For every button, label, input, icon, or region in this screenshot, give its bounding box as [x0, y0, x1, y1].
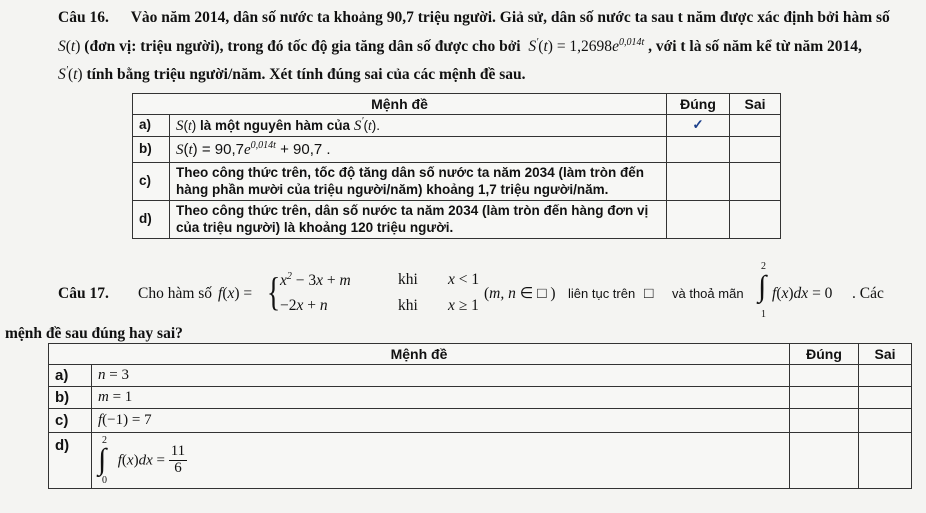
q16-S-of-t: S [58, 38, 66, 56]
row-statement: m = 1 [92, 387, 790, 409]
q16-line3: S′(t) tính bằng triệu người/năm. Xét tính đúng sai của các mệnh đề sau. [58, 65, 526, 84]
q17-header-false: Sai [859, 344, 912, 365]
answer-false-cell[interactable] [859, 387, 912, 409]
q17-line2-text: mệnh đề sau đúng hay sai? [5, 325, 183, 342]
q16-line2-b: , với t là số năm kể từ năm 2014, [648, 38, 862, 56]
q17-satisfies: và thoả mãn [672, 286, 744, 301]
table-row [133, 201, 781, 239]
answer-false-cell[interactable] [859, 433, 912, 489]
q17-header-true: Đúng [790, 344, 859, 365]
row-statement: f(−1) = 7 [92, 409, 790, 433]
table-row [49, 387, 912, 409]
row-statement: Theo công thức trên, tốc độ tăng dân số nước ta năm 2034 (làm tròn đến hàng phần mười của triệu người/năm) khoảng 1,7 triệu người/năm. [170, 163, 667, 201]
q16-line2: S(t) (đơn vị: triệu người), trong đó tốc độ gia tăng dân số được cho bởi $S'(t) = 1,2698e^{0,014t}$ , với t là số năm kể từ năm 2014, [58, 37, 862, 56]
q17-header-statement: Mệnh đề [49, 344, 790, 365]
table-row [49, 409, 912, 433]
q17-line2 [5, 324, 183, 344]
q16-table [132, 93, 781, 239]
q17-khi-1: khi [398, 271, 418, 288]
row-statement: n = 3 [92, 365, 790, 387]
answer-false-cell[interactable] [730, 137, 781, 163]
answer-false-cell[interactable] [730, 163, 781, 201]
q16-header-true: Đúng [667, 94, 730, 115]
q16-line1 [58, 8, 890, 28]
q16-number: Câu 16. [58, 9, 109, 26]
answer-false-cell[interactable] [859, 365, 912, 387]
row-statement: S(t) là một nguyên hàm của S′(t). [170, 115, 667, 137]
table-row [49, 433, 912, 489]
row-label: a) [133, 115, 170, 137]
answer-true-cell[interactable] [790, 387, 859, 409]
q17-intro: Cho hàm số [138, 285, 213, 302]
q17-tail: . Các [852, 285, 884, 302]
answer-false-cell[interactable] [730, 201, 781, 239]
row-statement: 2 ∫ 0 f(x)dx = $\frac{11}{6}$ [92, 433, 790, 489]
row-label: c) [49, 409, 92, 433]
q17-khi-2: khi [398, 297, 418, 314]
q16-header-statement: Mệnh đề [133, 94, 667, 115]
q16-derivative-formula: $S'(t) = 1,2698e^{0,014t}$ [524, 37, 645, 56]
q16-line1-text: Vào năm 2014, dân số nước ta khoảng 90,7 triệu người. Giả sử, dân số nước ta sau t năm được xác định bởi hàm số [130, 9, 890, 26]
q16-line2-a: (đơn vị: triệu người), trong đó tốc độ gia tăng dân số được cho bởi [84, 38, 521, 56]
answer-false-cell[interactable] [859, 409, 912, 433]
row-label: d) [49, 433, 92, 489]
answer-true-cell[interactable] [667, 163, 730, 201]
integral-icon: 2 ∫ 0 [98, 434, 107, 486]
q16-line3-text: tính bằng triệu người/năm. Xét tính đúng sai của các mệnh đề sau. [86, 66, 526, 84]
row-label: d) [133, 201, 170, 239]
row-label: a) [49, 365, 92, 387]
table-row [133, 163, 781, 201]
check-mark-icon[interactable]: ✓ [667, 115, 730, 137]
q17-continuity: liên tục trên [568, 286, 636, 301]
q17-piece1: $x^2 - 3x + m$ [280, 271, 351, 290]
row-label: b) [49, 387, 92, 409]
q17-piece2: −2x + n [280, 297, 328, 314]
table-row [133, 115, 781, 137]
answer-true-cell[interactable] [667, 137, 730, 163]
answer-false-cell[interactable] [730, 115, 781, 137]
row-statement: $S(t) = 90,7e^{0,014t} + 90,7$ . [170, 137, 667, 163]
row-label: c) [133, 163, 170, 201]
answer-true-cell[interactable] [667, 201, 730, 239]
answer-true-cell[interactable] [790, 409, 859, 433]
q17-number: Câu 17. [58, 285, 109, 302]
row-label: b) [133, 137, 170, 163]
answer-true-cell[interactable] [790, 365, 859, 387]
row-statement: Theo công thức trên, dân số nước ta năm 2034 (làm tròn đến hàng đơn vị của triệu người) là khoảng 120 triệu người. [170, 201, 667, 239]
table-row [49, 365, 912, 387]
answer-true-cell[interactable] [790, 433, 859, 489]
table-row [133, 137, 781, 163]
q17-line1: Câu 17. Cho hàm số f(x) = { $x^2 - 3x + m$ −2x + n khi khi x < 1 x ≥ 1 (m, n ∈ □ ) liên tục trên □ và thoả mãn 2 ∫ 1 f(x)dx = 0 . Các [58, 261, 884, 320]
q17-table [48, 343, 912, 489]
q16-header-false: Sai [730, 94, 781, 115]
